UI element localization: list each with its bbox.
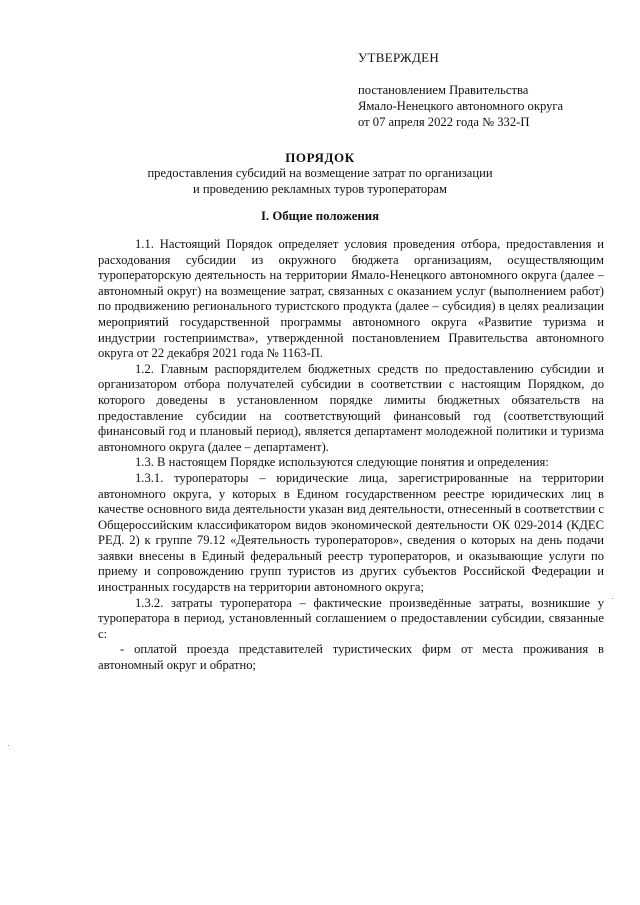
scan-artifact <box>612 598 613 599</box>
subtitle-line-1: предоставления субсидий на возмещение затрат по организации <box>147 166 493 180</box>
paragraph-1-2: 1.2. Главным распорядителем бюджетных средств по предоставлению субсидии и организатором отбора получателей субсидии в соответствии с настоящим Порядком, до которого доведены в установленном порядке лимиты бюджетных обязательств на предоставление субсидии на соответствующий финансовый год (соответствующий финансовый год и плановый период), является департамент молодежной политики и туризма автономного округа (далее – департамент). <box>98 361 604 454</box>
paragraph-1-3: 1.3. В настоящем Порядке используются следующие понятия и определения: <box>135 455 549 470</box>
document-body <box>98 237 604 674</box>
document-title: ПОРЯДОК <box>285 150 355 165</box>
paragraph-1-3-2: 1.3.2. затраты туроператора – фактические произведённые затраты, возникшие у туроператора в период, установленный соглашением о предоставлении субсидии, связанные с: <box>98 595 604 641</box>
section-heading: I. Общие положения <box>260 209 380 223</box>
approval-heading: УТВЕРЖДЕН <box>358 50 440 65</box>
approval-line-3: от 07 апреля 2022 года № 332-П <box>358 115 530 129</box>
document-subtitle <box>120 165 520 197</box>
approval-line-2: Ямало-Ненецкого автономного округа <box>358 99 564 113</box>
scan-artifact <box>8 745 9 746</box>
approval-line-1: постановлением Правительства <box>358 83 529 97</box>
approval-stamp <box>358 50 628 130</box>
subtitle-line-2: и проведению рекламных туров туроператорам <box>193 182 447 196</box>
list-item-dash: - оплатой проезда представителей туристических фирм от места проживания в автономный округ и обратно; <box>98 642 604 673</box>
paragraph-1-1: 1.1. Настоящий Порядок определяет условия проведения отбора, предоставления и расходования субсидии из окружного бюджета организациям, осуществляющим туроператорскую деятельность на территории Ямало-Ненецкого автономного округа (далее – автономный округ) на возмещение затрат, связанных с оказанием услуг (выполнением работ) по продвижению регионального туристского продукта (далее – субсидия) в целях реализации мероприятий государственной программы автономного округа «Развитие туризма и индустрии гостеприимства», утвержденной постановлением Правительства автономного округа от 22 декабря 2021 года № 1163-П. <box>98 237 604 361</box>
paragraph-1-3-1: 1.3.1. туроператоры – юридические лица, зарегистрированные на территории автономного округа, у которых в Едином государственном реестре юридических лиц в качестве основного вида деятельности указан вид деятельности, отнесенный в соответствии с Общероссийским классификатором видов экономической деятельности ОК 029-2014 (КДЕС РЕД. 2) к группе 79.12 «Деятельность туроператоров», сведения о которых на день подачи заявки внесены в Единый федеральный реестр туроператоров, и оказывающие услуги по приему и сопровождению групп туристов из других субъектов Российской Федерации и иностранных государств на территории автономного округа; <box>98 470 604 595</box>
